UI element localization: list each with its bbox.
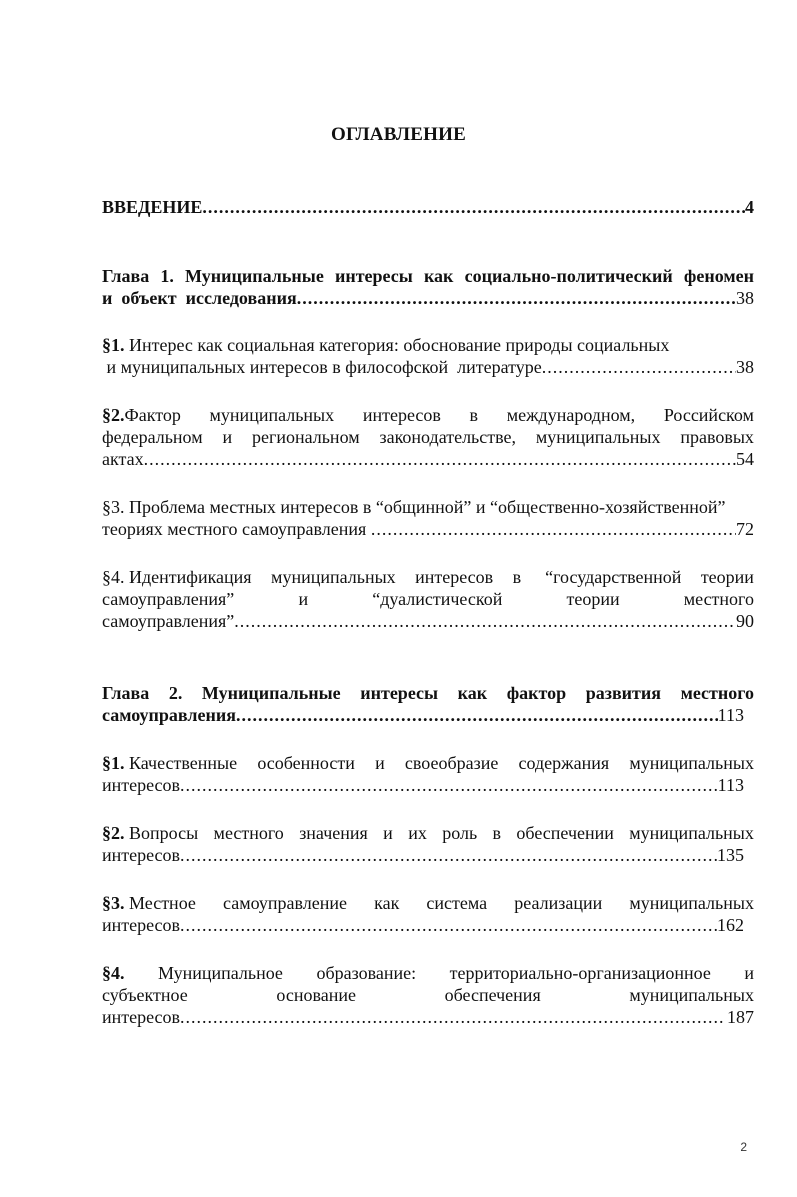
dot-leader (234, 610, 736, 632)
toc-line (102, 752, 754, 774)
toc-page-number: 4 (745, 197, 754, 217)
word: как (423, 266, 454, 286)
dot-leader (236, 704, 718, 726)
word: как (374, 893, 400, 913)
section-number: §2. (102, 405, 125, 425)
toc-line (102, 892, 754, 914)
toc-page-number: 72 (736, 519, 754, 539)
page-number: 2 (740, 1140, 747, 1154)
word: интересы (360, 683, 439, 703)
word: и (375, 753, 385, 773)
word: муниципальных (271, 567, 396, 587)
word: своеобразие (404, 753, 499, 773)
word: территориально-организационное (449, 963, 711, 983)
word: муниципальных (629, 985, 754, 1005)
word: местного (213, 823, 284, 843)
toc-label: самоуправления” (102, 611, 235, 631)
dot-leader (180, 844, 717, 866)
word: международном, (506, 405, 636, 425)
word: Идентификация (129, 567, 252, 587)
word: самоуправление (223, 893, 348, 913)
word: в (469, 405, 479, 425)
word: интересов (415, 567, 494, 587)
word: местного (680, 683, 754, 703)
toc-entry-ch1-section-1 (102, 334, 754, 378)
dot-leader (180, 1006, 722, 1028)
word: муниципальных (629, 753, 754, 773)
word: теории (700, 567, 754, 587)
word: законодательстве, (379, 427, 516, 447)
toc-page-number: 90 (736, 611, 754, 631)
dot-leader (297, 287, 736, 309)
toc-line (102, 914, 744, 936)
word: муниципальных (629, 893, 754, 913)
word: 1. (160, 266, 174, 286)
toc-line (102, 566, 754, 588)
section-number: §4. (102, 963, 125, 983)
word: интересов (362, 405, 441, 425)
toc-line (102, 518, 754, 540)
word: самоуправления” (102, 589, 235, 609)
toc-line (102, 1006, 754, 1028)
toc-page-number: 113 (717, 705, 744, 725)
toc-entry-chapter-2 (102, 682, 754, 726)
word: и (383, 823, 393, 843)
toc-label: теориях местного самоуправления (102, 519, 371, 539)
toc-line (102, 704, 744, 726)
toc-label: ВВЕДЕНИЕ (102, 197, 203, 217)
word: “дуалистической (372, 589, 503, 609)
toc-line (102, 287, 754, 309)
word: субъектное (102, 985, 188, 1005)
toc-page-number: 38 (736, 288, 754, 308)
word: в (512, 567, 522, 587)
toc-entry-ch2-section-3 (102, 892, 754, 936)
word: правовых (680, 427, 754, 447)
toc-label: интересов (102, 845, 181, 865)
section-number: §1. (102, 335, 125, 355)
toc-line (102, 448, 754, 470)
word: Качественные (129, 753, 238, 773)
word: “государственной (540, 567, 682, 587)
toc-entry-ch1-section-4 (102, 566, 754, 632)
toc-entry-ch2-section-1 (102, 752, 754, 796)
toc-entry-introduction (102, 196, 754, 218)
toc-label: и муниципальных интересов в философской литературе (102, 357, 542, 377)
toc-line (102, 426, 754, 448)
word: Российском (663, 405, 754, 425)
word: Местное (129, 893, 196, 913)
word: основание (276, 985, 356, 1005)
toc-line (102, 822, 754, 844)
word: фактор (506, 683, 567, 703)
word: социально-политический (464, 266, 673, 286)
section-number: §1. (102, 753, 125, 773)
word: интересы (334, 266, 413, 286)
word: развития (585, 683, 661, 703)
dot-leader (180, 774, 718, 796)
word: Фактор (124, 405, 181, 425)
toc-label: Интерес как социальная категория: обоснование природы социальных (129, 335, 670, 355)
word: муниципальных (209, 405, 335, 425)
page-title: ОГЛАВЛЕНИЕ (331, 124, 466, 145)
toc-line (102, 265, 754, 287)
toc-line (102, 962, 754, 984)
toc-label: Проблема местных интересов в “общинной” и “общественно-хозяйственной” (129, 497, 726, 517)
word: содержания (518, 753, 610, 773)
toc-page-number: 135 (717, 845, 744, 865)
word: Глава (102, 683, 150, 703)
section-number: §3. (102, 893, 125, 913)
toc-entry-ch2-section-4 (102, 962, 754, 1028)
toc-label: интересов (102, 915, 181, 935)
word: образование: (316, 963, 417, 983)
toc-label: и объект исследования (102, 288, 297, 308)
toc-label: актах (102, 449, 144, 469)
toc-line (102, 334, 754, 356)
toc-line (102, 844, 744, 866)
word: система (426, 893, 488, 913)
toc-page-number: 38 (736, 357, 754, 377)
dot-leader (144, 448, 736, 470)
dot-leader (180, 914, 717, 936)
section-number: §4. (102, 567, 125, 587)
dot-leader (542, 356, 736, 378)
word: 2. (168, 683, 183, 703)
word: федеральном (102, 427, 203, 447)
toc-page-number: 54 (736, 449, 754, 469)
toc-entry-ch1-section-3 (102, 496, 754, 540)
toc-line (102, 196, 754, 218)
toc-line (102, 682, 754, 704)
toc-label: самоуправления (102, 705, 236, 725)
toc-line (102, 496, 754, 518)
word: и (298, 589, 309, 609)
word: в (492, 823, 502, 843)
toc-entry-ch2-section-2 (102, 822, 754, 866)
dot-leader (202, 196, 745, 218)
word: Глава (102, 266, 150, 286)
word: феномен (683, 266, 754, 286)
word: и (744, 963, 754, 983)
toc-line (102, 356, 754, 378)
toc-line (102, 588, 754, 610)
toc-entry-chapter-1 (102, 265, 754, 309)
word: реализации (514, 893, 603, 913)
word: Муниципальные (185, 266, 324, 286)
word: как (457, 683, 488, 703)
toc-line (102, 774, 744, 796)
word: Муниципальные (201, 683, 341, 703)
toc-entry-ch1-section-2 (102, 404, 754, 470)
toc-page-number: 187 (722, 1007, 754, 1027)
word: Вопросы (129, 823, 199, 843)
word: муниципальных (535, 427, 661, 447)
word: и (222, 427, 233, 447)
section-number: §2. (102, 823, 125, 843)
word: обеспечения (444, 985, 541, 1005)
word: обеспечении (516, 823, 614, 843)
word: роль (442, 823, 478, 843)
dot-leader (371, 518, 736, 540)
word: муниципальных (629, 823, 754, 843)
toc-page-number: 113 (717, 775, 744, 795)
toc-line (102, 404, 754, 426)
word: Муниципальное (158, 963, 283, 983)
toc-line (102, 610, 754, 632)
toc-label: интересов (102, 1007, 181, 1027)
section-number: §3. (102, 497, 125, 517)
word: теории (566, 589, 620, 609)
word: их (408, 823, 427, 843)
word: значения (299, 823, 368, 843)
toc-line (102, 984, 754, 1006)
toc-page-number: 162 (717, 915, 744, 935)
toc-label: интересов (102, 775, 181, 795)
word: особенности (257, 753, 355, 773)
word: региональном (251, 427, 360, 447)
word: местного (683, 589, 754, 609)
